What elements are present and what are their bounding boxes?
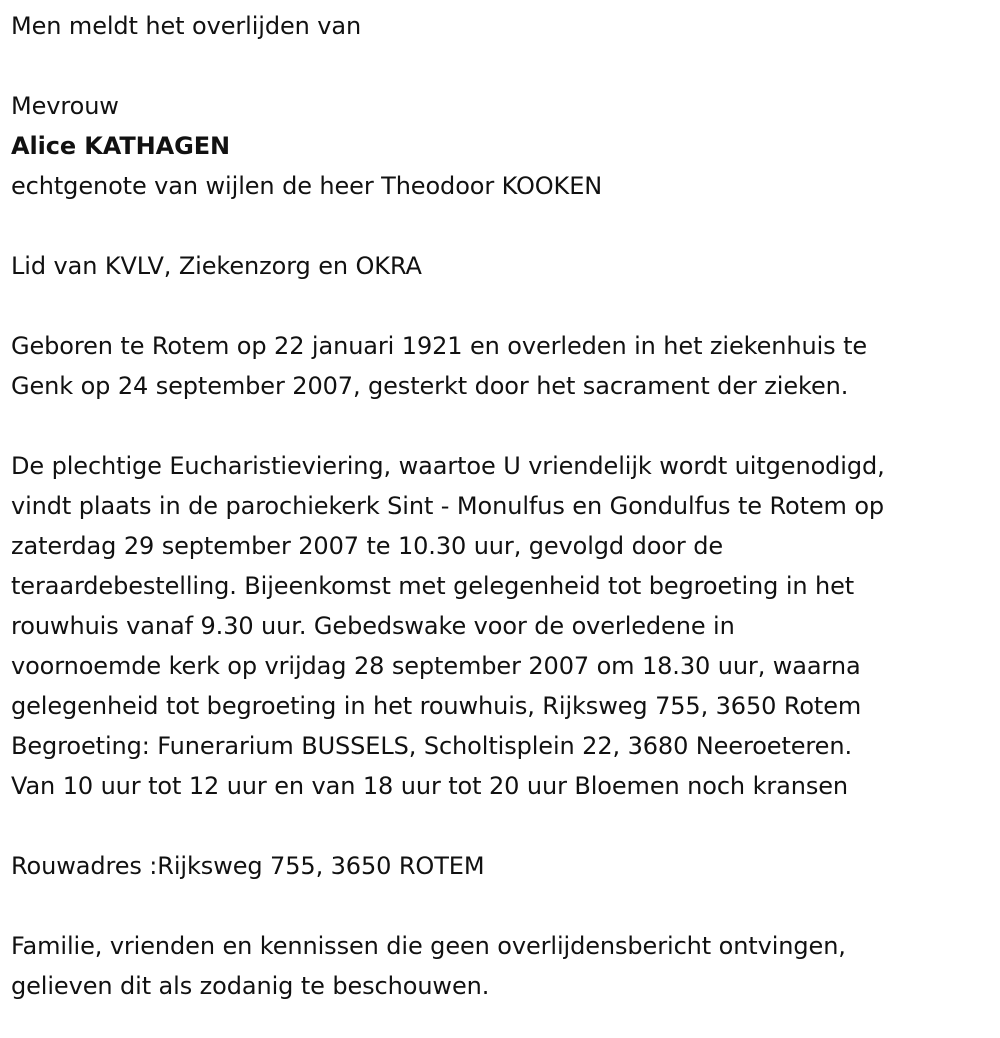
paragraph-line: De plechtige Eucharistieviering, waartoe U vriendelijk wordt uitgenodigd, bbox=[11, 452, 885, 480]
spacer bbox=[11, 886, 991, 926]
paragraph-line: gelegenheid tot begroeting in het rouwhuis, Rijksweg 755, 3650 Rotem bbox=[11, 692, 862, 720]
ceremony-paragraph bbox=[11, 446, 991, 806]
obituary-notice bbox=[11, 6, 991, 1006]
paragraph-line: voornoemde kerk op vrijdag 28 september 2007 om 18.30 uur, waarna bbox=[11, 652, 861, 680]
paragraph-line: zaterdag 29 september 2007 te 10.30 uur, gevolgd door de bbox=[11, 532, 723, 560]
spacer bbox=[11, 806, 991, 846]
paragraph-line: teraardebestelling. Bijeenkomst met gelegenheid tot begroeting in het bbox=[11, 572, 855, 600]
paragraph-line: gelieven dit als zodanig te beschouwen. bbox=[11, 972, 490, 1000]
salutation: Mevrouw bbox=[11, 92, 119, 120]
paragraph-line: Genk op 24 september 2007, gesterkt door het sacrament der zieken. bbox=[11, 372, 849, 400]
paragraph-line: vindt plaats in de parochiekerk Sint - Monulfus en Gondulfus te Rotem op bbox=[11, 492, 885, 520]
membership-line: Lid van KVLV, Ziekenzorg en OKRA bbox=[11, 252, 422, 280]
paragraph-line: Geboren te Rotem op 22 januari 1921 en overleden in het ziekenhuis te bbox=[11, 332, 868, 360]
address-line: Rouwadres :Rijksweg 755, 3650 ROTEM bbox=[11, 852, 485, 880]
intro-line: Men meldt het overlijden van bbox=[11, 12, 362, 40]
closing-paragraph bbox=[11, 926, 991, 1006]
paragraph-line: Familie, vrienden en kennissen die geen overlijdensbericht ontvingen, bbox=[11, 932, 846, 960]
deceased-name: Alice KATHAGEN bbox=[11, 132, 231, 160]
spacer bbox=[11, 406, 991, 446]
birth-death-paragraph bbox=[11, 326, 991, 406]
spouse-line: echtgenote van wijlen de heer Theodoor KOOKEN bbox=[11, 172, 603, 200]
paragraph-line: Van 10 uur tot 12 uur en van 18 uur tot 20 uur Bloemen noch kransen bbox=[11, 772, 849, 800]
spacer bbox=[11, 206, 991, 246]
paragraph-line: rouwhuis vanaf 9.30 uur. Gebedswake voor de overledene in bbox=[11, 612, 735, 640]
paragraph-line: Begroeting: Funerarium BUSSELS, Scholtisplein 22, 3680 Neeroeteren. bbox=[11, 732, 852, 760]
spacer bbox=[11, 46, 991, 86]
spacer bbox=[11, 286, 991, 326]
